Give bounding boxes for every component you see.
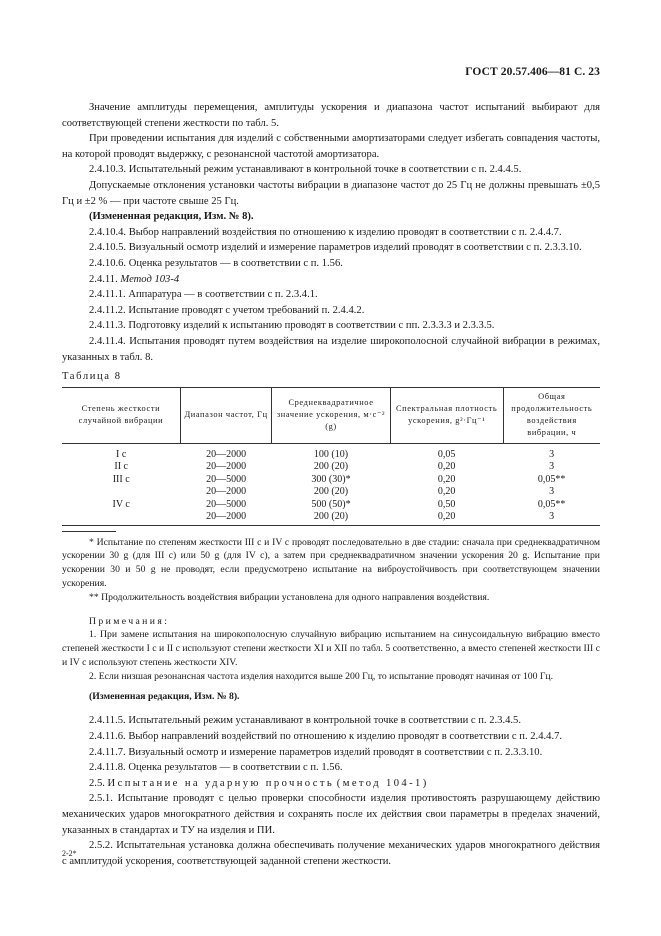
- table-cell: 20—2000: [206, 448, 247, 460]
- table-cell: 0,05: [437, 448, 456, 460]
- table-cell: 0,50: [437, 498, 456, 510]
- method-title: Метод 103-4: [120, 273, 180, 285]
- table-cell: 3: [549, 486, 555, 498]
- notes-title: Примечания:: [89, 615, 170, 627]
- table-cell: 0,20: [390, 511, 503, 525]
- section-title: Испытание на ударную прочность: [107, 777, 335, 789]
- footnote: ** Продолжительность воздействия вибрации установлена для одного направления воздействия.: [89, 591, 490, 603]
- paragraph: 2.4.11.4. Испытания проводят путем воздействия на изделие широкополосной случайной вибрации в режимах, указанных в табл. 8.: [62, 335, 600, 363]
- paragraph: Значение амплитуды перемещения, амплитуды ускорения и диапазона частот испытаний выбирают для соответствующей степени жесткости по табл. 5.: [62, 102, 600, 129]
- paragraph: 2.4.11.1. Аппаратура — в соответствии с п. 2.3.4.1.: [89, 289, 318, 301]
- vibration-table: [62, 387, 600, 526]
- table-header-cell: Диапазон частот, Гц: [180, 387, 271, 443]
- table-cell: 20—5000: [206, 473, 247, 485]
- footnote-divider: [62, 531, 116, 532]
- table-cell: II с: [114, 461, 128, 473]
- table-cell: 200 (20): [272, 511, 390, 525]
- paragraph: 2.4.11.7. Визуальный осмотр и измерение параметров изделий проводят в соответствии с п. 2.3.3.10.: [89, 746, 543, 758]
- method-heading: [62, 272, 600, 288]
- table-caption: Таблица 8: [62, 371, 122, 383]
- table-row: [62, 499, 600, 512]
- revision-note: (Измененная редакция, Изм. № 8).: [89, 211, 254, 223]
- paragraph: 2.4.10.3. Испытательный режим устанавливают в контрольной точке в соответствии с п. 2.4.4.5.: [89, 164, 522, 176]
- paragraph: 2.4.10.5. Визуальный осмотр изделий и измерение параметров изделий проводят в соответствии с п. 2.3.3.10.: [89, 242, 582, 254]
- table-row: [62, 486, 600, 499]
- paragraph: 2.5.2. Испытательная установка должна обеспечивать получение механических ударов многократного действия с амплитудой ускорения, соответствующей заданной степени жесткости.: [62, 840, 600, 867]
- paragraph: Допускаемые отклонения установки частоты вибрации в диапазоне частот до 25 Гц не должны превышать ±0,5 Гц и ±2 % — при частоте свыше 25 Гц.: [62, 179, 600, 207]
- paragraph: 2.4.10.4. Выбор направлений воздействия по отношению к изделию проводят в соответствии с п. 2.4.4.7.: [89, 226, 562, 238]
- note: 2. Если низшая резонансная частота изделия находится выше 200 Гц, то испытание проводят начиная от 100 Гц.: [89, 670, 554, 682]
- paragraph: 2.4.11.5. Испытательный режим устанавливают в контрольной точке в соответствии с п. 2.3.4.5.: [89, 715, 521, 727]
- table-cell: 500 (50)*: [311, 498, 351, 510]
- table-cell: 3: [549, 461, 555, 473]
- table-header-cell: Общая продолжительность воздействия вибрации, ч: [503, 387, 600, 443]
- note: 1. При замене испытания на широкополосную случайную вибрацию испытанием на синусоидальную вибрацию вместо степеней жесткости I с и II с используют степени жесткости XI и XII по табл. 5 соответственно, а вместо степеней жесткости III с и IV с используют степень жесткости XIV.: [62, 629, 600, 669]
- section-number: 2.5.: [89, 777, 105, 789]
- paragraph: 2.4.10.6. Оценка результатов — в соответствии с п. 1.56.: [89, 257, 343, 269]
- page-mark: 2-2*: [62, 849, 77, 858]
- table-row: [62, 474, 600, 487]
- table-cell: 200 (20): [313, 486, 349, 498]
- table-cell: 20—2000: [206, 461, 247, 473]
- section-heading: [62, 776, 600, 792]
- table-cell: 0,05**: [537, 473, 566, 485]
- spacer: [62, 703, 600, 713]
- table-cell: 0,20: [437, 461, 456, 473]
- table-cell: III с: [112, 473, 130, 485]
- table-cell: [62, 486, 180, 499]
- table-cell: 0,05**: [537, 498, 566, 510]
- table-header-cell: Спектральная плотность ускорения, g²·Гц⁻¹: [390, 387, 503, 443]
- table-cell: I с: [116, 448, 127, 460]
- table-row: [62, 511, 600, 525]
- table-header-row: [62, 387, 600, 443]
- table-cell: 300 (30)*: [311, 473, 351, 485]
- table-row: [62, 443, 600, 461]
- table-cell: 20—2000: [206, 486, 247, 498]
- table-cell: 20—2000: [180, 511, 271, 525]
- section-method: (метод 104-1): [336, 777, 429, 789]
- table-cell: [62, 511, 180, 525]
- paragraph: 2.4.11.8. Оценка результатов — в соответствии с п. 1.56.: [89, 762, 343, 774]
- table-row: [62, 461, 600, 474]
- paragraph: 2.5.1. Испытание проводят с целью проверки способности изделия противостоять разрушающему действию механических ударов многократного действия и сохранять после их действия свои параметры в пределах значений, указанных в стандартах и ТУ на изделия и ПИ.: [62, 793, 600, 836]
- table-cell: 0,20: [437, 473, 456, 485]
- table-cell: 100 (10): [313, 448, 349, 460]
- table-cell: IV с: [112, 498, 130, 510]
- table-cell: 200 (20): [313, 461, 349, 473]
- paragraph: 2.4.11.3. Подготовку изделий к испытанию проводят в соответствии с пп. 2.3.3.3 и 2.3.3.5.: [89, 320, 495, 332]
- table-header-cell: Степень жесткости случайной вибрации: [62, 387, 180, 443]
- spacer: [62, 605, 600, 615]
- table-header-cell: Среднеквадратичное значение ускорения, м·с⁻² (g): [272, 387, 390, 443]
- table-cell: 3: [549, 448, 555, 460]
- table-cell: 3: [503, 511, 600, 525]
- paragraph: 2.4.11.2. Испытание проводят с учетом требований п. 2.4.4.2.: [89, 304, 365, 316]
- table-cell: 0,20: [437, 486, 456, 498]
- paragraph: 2.4.11.6. Выбор направлений воздействий по отношению к изделию проводят в соответствии с п. 2.4.4.7.: [89, 731, 563, 743]
- revision-note: (Измененная редакция, Изм. № 8).: [89, 690, 240, 702]
- document-body: [62, 100, 600, 869]
- table-cell: 20—5000: [206, 498, 247, 510]
- paragraph: При проведении испытания для изделий с собственными амортизаторами следует избегать совпадения частоты, на которой проводят выдержку, с резонансной частотой амортизатора.: [62, 133, 600, 160]
- footnote: * Испытание по степеням жесткости III с и IV с проводят последовательно в две стадии: сначала при среднеквадратичном ускорении 30 g (для III с) или 50 g (для IV с), а затем при среднеквадратичном значении ускорения 20 g. Испытание при ускорении 30 и 50 g не проводят, если предусмотрено испытание на виброустойчивость при соответствующем значении ускорения.: [62, 536, 600, 590]
- page-header: ГОСТ 20.57.406—81 С. 23: [465, 66, 600, 78]
- method-number: 2.4.11.: [89, 273, 118, 285]
